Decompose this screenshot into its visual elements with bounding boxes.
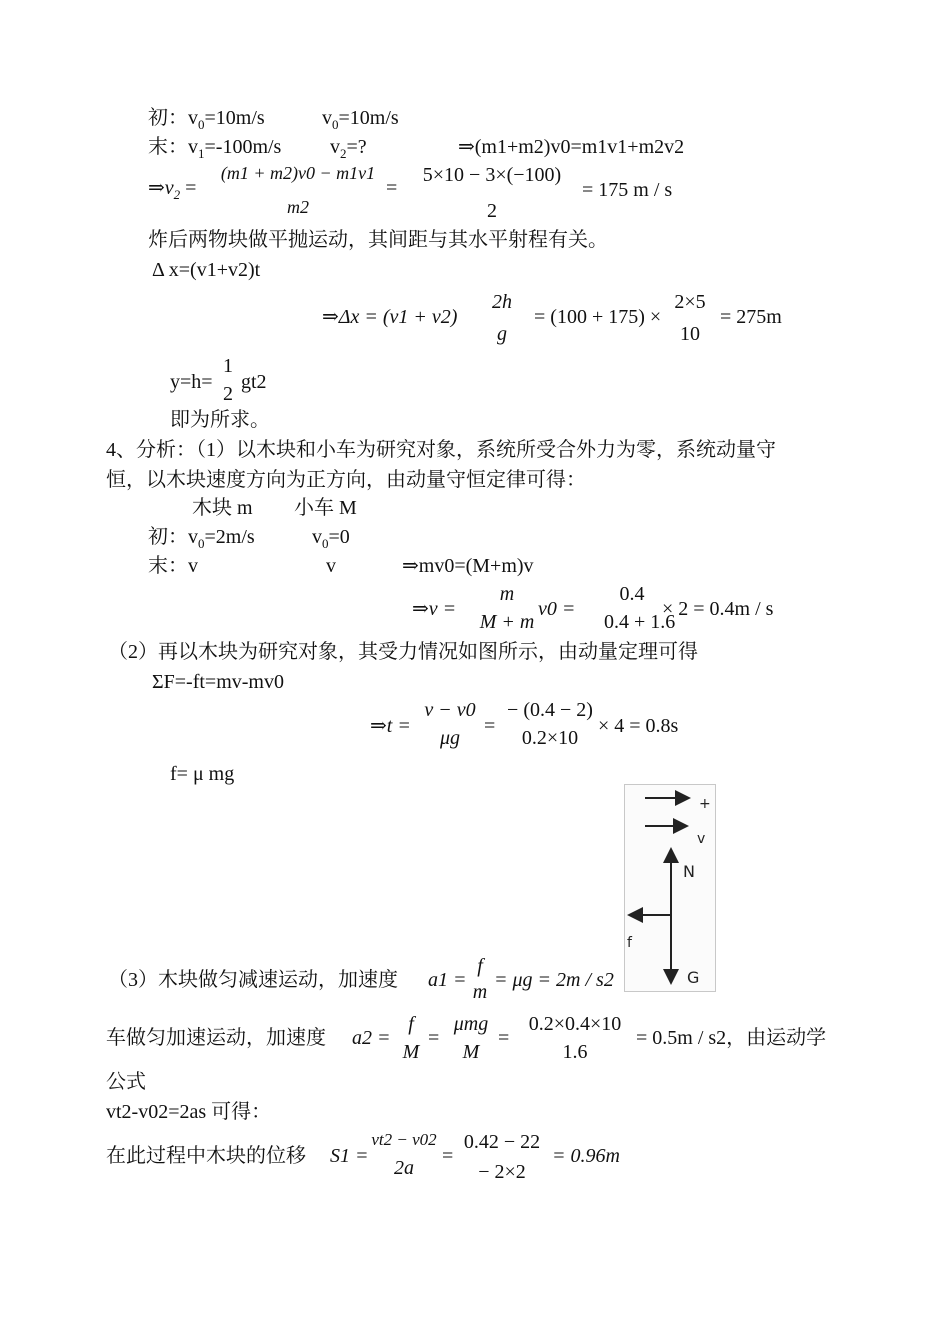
- dx-middle: = (100 + 175) ×: [534, 306, 662, 328]
- denominator: 2: [223, 383, 233, 405]
- denominator: 1.6: [562, 1041, 588, 1063]
- denominator: g: [497, 323, 507, 345]
- G-label: G: [687, 968, 700, 987]
- t-symbolic-fraction: [422, 698, 478, 750]
- dx-lhs: ⇒Δx = (v1 + v2): [322, 306, 458, 328]
- displacement-text: 在此过程中木块的位移: [106, 1145, 306, 1167]
- formula-word: 公式: [106, 1071, 146, 1093]
- numerator: 5×10 − 3×(−100): [422, 164, 562, 186]
- end-row-1: [148, 135, 281, 162]
- numerator: f: [477, 955, 483, 977]
- N-label: N: [683, 862, 695, 881]
- conclusion-text: 即为所求。: [170, 409, 270, 431]
- v0-symbol: v: [322, 107, 332, 129]
- init-label: 初：: [148, 107, 188, 129]
- a2-fraction-2: [448, 1012, 494, 1064]
- numerator: vt2 − v02: [371, 1130, 437, 1149]
- numerator: 0.2×0.4×10: [528, 1013, 622, 1035]
- subscript: 0: [198, 536, 205, 551]
- numerator: 1: [223, 355, 233, 377]
- force-diagram-svg: [625, 785, 715, 991]
- equals: =: [442, 1145, 454, 1167]
- analysis-intro-line1: 4、分析：（1）以木块和小车为研究对象，系统所受合外力为零，系统动量守: [106, 439, 776, 461]
- t-numeric-fraction: [504, 698, 596, 750]
- dx-numeric-fraction: [665, 290, 715, 346]
- numerator: μmg: [453, 1013, 489, 1035]
- a1-fraction: [470, 954, 490, 1004]
- v2-lhs: $\Rightarrow v_2$ =: [148, 177, 197, 202]
- s1-result: = 0.96m: [552, 1145, 620, 1167]
- v-result: × 2 = 0.4m / s: [662, 598, 774, 620]
- lhs: ⇒v: [148, 177, 174, 199]
- numerator: v − v0: [424, 699, 476, 721]
- end-label: 末：: [148, 555, 188, 577]
- subscript: 0: [322, 536, 329, 551]
- value: =2m/s: [204, 526, 255, 548]
- numerator: 0.4: [619, 583, 645, 605]
- denominator: − 2×2: [478, 1161, 526, 1183]
- v2-result: = 175 m / s: [582, 179, 673, 201]
- init-label: 初：: [148, 526, 188, 548]
- a2-lhs: a2 =: [352, 1027, 391, 1049]
- kinematic-formula: vt2-v02=2as 可得：: [106, 1101, 272, 1123]
- y-lhs: y=h=: [170, 371, 213, 393]
- cart-text: 车做匀加速运动，加速度: [106, 1027, 326, 1049]
- value: =?: [346, 136, 367, 158]
- v-label: v: [697, 831, 706, 847]
- numerator: 2h: [492, 291, 512, 313]
- half-fraction: [218, 354, 238, 406]
- end-row-1b: [330, 135, 367, 162]
- part2-text: （2）再以木块为研究对象，其受力情况如图所示，由动量定理可得: [108, 641, 698, 663]
- denominator: m2: [287, 196, 309, 217]
- impulse-equation: ΣF=-ft=mv-mv0: [152, 671, 284, 693]
- end-row-2b: v: [326, 555, 336, 577]
- v-mass-fraction: [472, 582, 542, 634]
- value: =10m/s: [204, 107, 265, 129]
- s1-lhs: S1 =: [330, 1145, 369, 1167]
- numerator: m: [499, 583, 515, 605]
- f-label: f: [627, 935, 632, 951]
- equals: =: [498, 1027, 510, 1049]
- end-label: 末：: [148, 136, 188, 158]
- analysis-intro-line2: 恒，以木块速度方向为正方向，由动量守恒定律可得：: [106, 469, 586, 491]
- numerator: (m1 + m2)v0 − m1v1: [220, 163, 376, 183]
- denominator: 0.4 + 1.6: [604, 611, 676, 633]
- v2-numeric-fraction: [408, 163, 576, 223]
- a2-fraction-1: [398, 1012, 424, 1064]
- t-result: × 4 = 0.8s: [598, 715, 679, 737]
- denominator: M: [462, 1041, 480, 1063]
- equals: =: [428, 1027, 440, 1049]
- end-row-2: [148, 554, 198, 578]
- t-lhs: ⇒t =: [370, 715, 411, 737]
- momentum-equation-1: ⇒(m1+m2)v0=m1v1+m2v2: [458, 136, 685, 158]
- denominator: 2: [487, 200, 497, 222]
- value: v: [188, 555, 198, 577]
- v2-symbol: v: [330, 136, 340, 158]
- init-row-1b: [322, 106, 399, 133]
- subscript: 1: [198, 146, 205, 161]
- denominator: 10: [680, 323, 700, 345]
- plus-label: +: [699, 796, 711, 812]
- subscript: 2: [173, 187, 181, 202]
- subscript: 0: [332, 117, 339, 132]
- dx-result: = 275m: [720, 306, 782, 328]
- dx-definition: Δ x=(v1+v2)t: [152, 259, 261, 281]
- numerator: f: [408, 1013, 414, 1035]
- s1-numeric-fraction: [462, 1130, 542, 1184]
- equals: =: [484, 715, 496, 737]
- value: =0: [328, 526, 350, 548]
- value: =-100m/s: [204, 136, 282, 158]
- init-row-1: [148, 106, 265, 133]
- value: =10m/s: [338, 107, 399, 129]
- v-lhs: ⇒v =: [412, 598, 457, 620]
- denominator: m: [472, 981, 488, 1003]
- init-row-2b: $v_0=0$: [312, 526, 350, 551]
- a1-lhs: a1 =: [428, 969, 467, 991]
- equals: =: [386, 177, 398, 199]
- denominator: 2a: [394, 1157, 414, 1180]
- v0-symbol: v: [188, 107, 198, 129]
- momentum-equation-2: ⇒mv0=(M+m)v: [402, 555, 534, 577]
- denominator: M + m: [479, 611, 535, 633]
- denominator: 0.2×10: [521, 727, 579, 749]
- friction-formula: f= μ mg: [170, 763, 235, 785]
- y-rhs: gt2: [241, 371, 267, 393]
- explosion-text: 炸后两物块做平抛运动，其间距与其水平射程有关。: [148, 229, 608, 251]
- v2-fraction: [218, 163, 378, 218]
- numerator: 2×5: [674, 291, 706, 313]
- part3-text: （3）木块做匀减速运动，加速度: [108, 969, 398, 991]
- numerator: 0.42 − 22: [463, 1131, 541, 1153]
- a2-result: = 0.5m / s2，由运动学: [636, 1027, 827, 1049]
- v1-symbol: v: [188, 136, 198, 158]
- label-cart: 小车 M: [294, 497, 357, 519]
- dx-sqrt-fraction: [482, 290, 522, 346]
- v-numeric-fraction: [604, 582, 676, 634]
- v-middle: v0 =: [538, 598, 576, 620]
- denominator: M: [402, 1041, 420, 1063]
- denominator: μg: [439, 727, 461, 749]
- force-diagram: [624, 784, 716, 992]
- subscript: 2: [340, 146, 347, 161]
- a2-numeric-fraction: [516, 1012, 634, 1064]
- label-wood: 木块 m: [192, 497, 253, 519]
- s1-symbolic-fraction: [370, 1130, 438, 1180]
- init-row-2: 初：$v_0=2m/s$: [148, 526, 255, 551]
- a1-result: = μg = 2m / s2: [494, 969, 614, 991]
- subscript: 0: [198, 117, 205, 132]
- numerator: − (0.4 − 2): [507, 699, 593, 721]
